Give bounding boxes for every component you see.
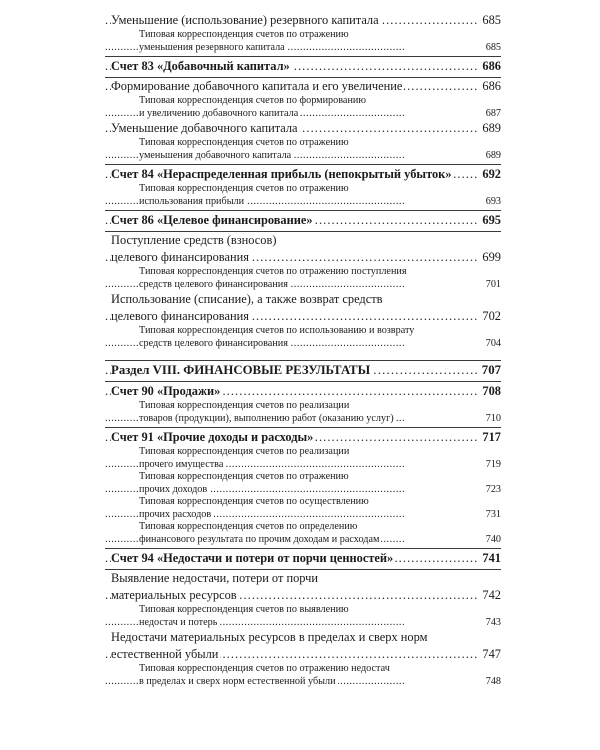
entry-title-line [139, 279, 467, 292]
toc-account-heading[interactable] [105, 550, 501, 567]
entry-text: прочего имущества [139, 458, 224, 470]
entry-text: Типовая корреспонденция счетов по реализации [139, 446, 350, 457]
entry-title-line [111, 550, 467, 567]
entry-title-line [111, 291, 467, 308]
entry-title-line [139, 676, 467, 689]
entry-text: уменьшения резервного капитала [139, 41, 285, 53]
entry-text: Поступление средств (взносов) [111, 233, 277, 247]
entry-title-line [139, 617, 467, 630]
entry-text: Счет 83 «Добавочный капитал» [111, 59, 290, 73]
page-number: 742 [479, 587, 501, 604]
entry-text: целевого финансирования [111, 309, 249, 323]
entry-title-line [111, 629, 467, 646]
entry-title-line [111, 212, 467, 229]
toc-subentry[interactable] [105, 266, 501, 291]
page-number: 686 [479, 58, 501, 75]
entry-title-line [111, 308, 467, 325]
entry-text: Счет 90 «Продажи» [111, 384, 221, 398]
entry-text: Типовая корреспонденция счетов по отражению [139, 471, 349, 482]
entry-title-line [111, 383, 467, 400]
entry-title-line [139, 496, 467, 509]
toc-topic-entry[interactable] [105, 629, 501, 663]
entry-title-line [139, 183, 467, 196]
entry-text: Недостачи материальных ресурсов в пределах и сверх норм [111, 630, 428, 644]
entry-title-line [139, 509, 467, 522]
toc-topic-entry[interactable] [105, 232, 501, 266]
entry-title-line [139, 446, 467, 459]
page-number: 731 [483, 509, 501, 522]
toc-subentry[interactable] [105, 400, 501, 425]
entry-text: Счет 91 «Прочие доходы и расходы» [111, 430, 314, 444]
entry-title-line [139, 521, 467, 534]
page-number: 693 [483, 196, 501, 209]
entry-title-line [139, 534, 467, 547]
page-number: 689 [483, 150, 501, 163]
entry-text: в пределах и сверх норм естественной убыли [139, 675, 336, 687]
entry-text: недостач и потерь [139, 616, 218, 628]
entry-text: использования прибыли [139, 195, 245, 207]
entry-text: и увеличению добавочного капитала [139, 107, 299, 119]
toc-account-heading[interactable] [105, 383, 501, 400]
entry-title-line [139, 459, 467, 472]
page-number: 710 [483, 413, 501, 426]
entry-title-line [139, 196, 467, 209]
page-number: 687 [483, 108, 501, 121]
entry-title-line [139, 400, 467, 413]
page-number: 707 [479, 362, 501, 379]
entry-text: Типовая корреспонденция счетов по использованию и возврату [139, 325, 415, 336]
entry-title-line [139, 413, 467, 426]
toc-subentry[interactable] [105, 95, 501, 120]
entry-title-line [139, 266, 467, 279]
entry-title-line [139, 108, 467, 121]
page-number: 708 [479, 383, 501, 400]
entry-title-line [111, 570, 467, 587]
page-number: 743 [483, 617, 501, 630]
entry-title-line [111, 120, 467, 137]
toc-subentry[interactable] [105, 663, 501, 688]
entry-title-line [139, 29, 467, 42]
entry-text: средств целевого финансирования [139, 337, 288, 349]
separator-rule [105, 381, 501, 382]
toc-subentry[interactable] [105, 604, 501, 629]
entry-text: товаров (продукции), выполнению работ (оказанию услуг) [139, 412, 394, 424]
entry-title-line [111, 78, 467, 95]
page-number: 704 [483, 338, 501, 351]
entry-text: уменьшения добавочного капитала [139, 149, 292, 161]
toc-subentry[interactable] [105, 137, 501, 162]
entry-title-line [139, 663, 467, 676]
separator-rule [105, 360, 501, 361]
entry-text: прочих доходов [139, 483, 208, 495]
entry-text: естественной убыли [111, 647, 219, 661]
entry-text: Счет 86 «Целевое финансирование» [111, 213, 313, 227]
separator-rule [105, 548, 501, 549]
toc-account-heading[interactable] [105, 212, 501, 229]
page-number: 748 [483, 676, 501, 689]
page-number: 701 [483, 279, 501, 292]
toc-topic-entry[interactable] [105, 291, 501, 325]
entry-text: целевого финансирования [111, 250, 249, 264]
page-number: 719 [483, 459, 501, 472]
toc-account-heading[interactable] [105, 166, 501, 183]
entry-text: Типовая корреспонденция счетов по формированию [139, 95, 366, 106]
entry-title-line [111, 429, 467, 446]
page-number: 685 [479, 12, 501, 29]
toc-subentry[interactable] [105, 29, 501, 54]
entry-text: Типовая корреспонденция счетов по отражению поступления [139, 266, 407, 277]
entry-title-line [111, 587, 467, 604]
entry-title-line [111, 362, 467, 379]
entry-text: Типовая корреспонденция счетов по отражению [139, 137, 349, 148]
separator-rule [105, 56, 501, 57]
toc-subentry[interactable] [105, 183, 501, 208]
entry-text: Выявление недостачи, потери от порчи [111, 571, 319, 585]
entry-text: Типовая корреспонденция счетов по осуществлению [139, 496, 369, 507]
page-number: 692 [479, 166, 501, 183]
toc-topic-entry[interactable] [105, 12, 501, 29]
entry-title-line [111, 58, 467, 75]
entry-text: Типовая корреспонденция счетов по реализации [139, 400, 350, 411]
entry-title-line [139, 604, 467, 617]
page-number: 723 [483, 484, 501, 497]
entry-text: Уменьшение (использование) резервного капитала [111, 13, 379, 27]
entry-text: Формирование добавочного капитала и его увеличение [111, 79, 403, 93]
toc-section-heading[interactable] [105, 362, 501, 379]
page-number: 685 [483, 42, 501, 55]
toc-topic-entry[interactable] [105, 120, 501, 137]
toc-topic-entry[interactable] [105, 570, 501, 604]
toc-subentry[interactable] [105, 446, 501, 471]
entry-text: Типовая корреспонденция счетов по определению [139, 521, 358, 532]
page-number: 699 [479, 249, 501, 266]
entry-text: Уменьшение добавочного капитала [111, 121, 298, 135]
page-number: 686 [479, 78, 501, 95]
separator-rule [105, 164, 501, 165]
entry-title-line [139, 484, 467, 497]
page-number: 741 [479, 550, 501, 567]
entry-text: Типовая корреспонденция счетов по отражению недостач [139, 663, 390, 674]
page-number: 689 [479, 120, 501, 137]
entry-title-line [111, 249, 467, 266]
entry-text: финансового результата по прочим доходам и расходам [139, 533, 380, 545]
entry-title-line [139, 150, 467, 163]
entry-text: Счет 84 «Нераспределенная прибыль (непокрытый убыток» [111, 167, 452, 181]
page-number: 702 [479, 308, 501, 325]
entry-title-line [111, 12, 467, 29]
page-number: 717 [479, 429, 501, 446]
toc-page [105, 12, 501, 688]
entry-title-line [111, 166, 467, 183]
entry-title-line [139, 137, 467, 150]
entry-text: прочих расходов [139, 508, 212, 520]
toc-account-heading[interactable] [105, 429, 501, 446]
toc-subentry[interactable] [105, 496, 501, 521]
toc-subentry[interactable] [105, 471, 501, 496]
separator-rule [105, 427, 501, 428]
page-number: 695 [479, 212, 501, 229]
entry-text: Раздел VIII. ФИНАНСОВЫЕ РЕЗУЛЬТАТЫ [111, 363, 371, 377]
entry-title-line [139, 471, 467, 484]
entry-text: Типовая корреспонденция счетов по выявлению [139, 604, 349, 615]
toc-account-heading[interactable] [105, 58, 501, 75]
entry-text: материальных ресурсов [111, 588, 237, 602]
entry-title-line [139, 95, 467, 108]
toc-subentry[interactable] [105, 521, 501, 546]
toc-subentry[interactable] [105, 325, 501, 350]
entry-text: средств целевого финансирования [139, 278, 288, 290]
entry-text: Использование (списание), а также возврат средств [111, 292, 383, 306]
entry-title-line [139, 42, 467, 55]
entry-title-line [111, 232, 467, 249]
page-number: 740 [483, 534, 501, 547]
toc-topic-entry[interactable] [105, 78, 501, 95]
entry-title-line [139, 325, 467, 338]
entry-text: Счет 94 «Недостачи и потери от порчи ценностей» [111, 551, 394, 565]
page-number: 747 [479, 646, 501, 663]
entry-title-line [111, 646, 467, 663]
entry-text: Типовая корреспонденция счетов по отражению [139, 29, 349, 40]
entry-text: Типовая корреспонденция счетов по отражению [139, 183, 349, 194]
separator-rule [105, 210, 501, 211]
entry-title-line [139, 338, 467, 351]
